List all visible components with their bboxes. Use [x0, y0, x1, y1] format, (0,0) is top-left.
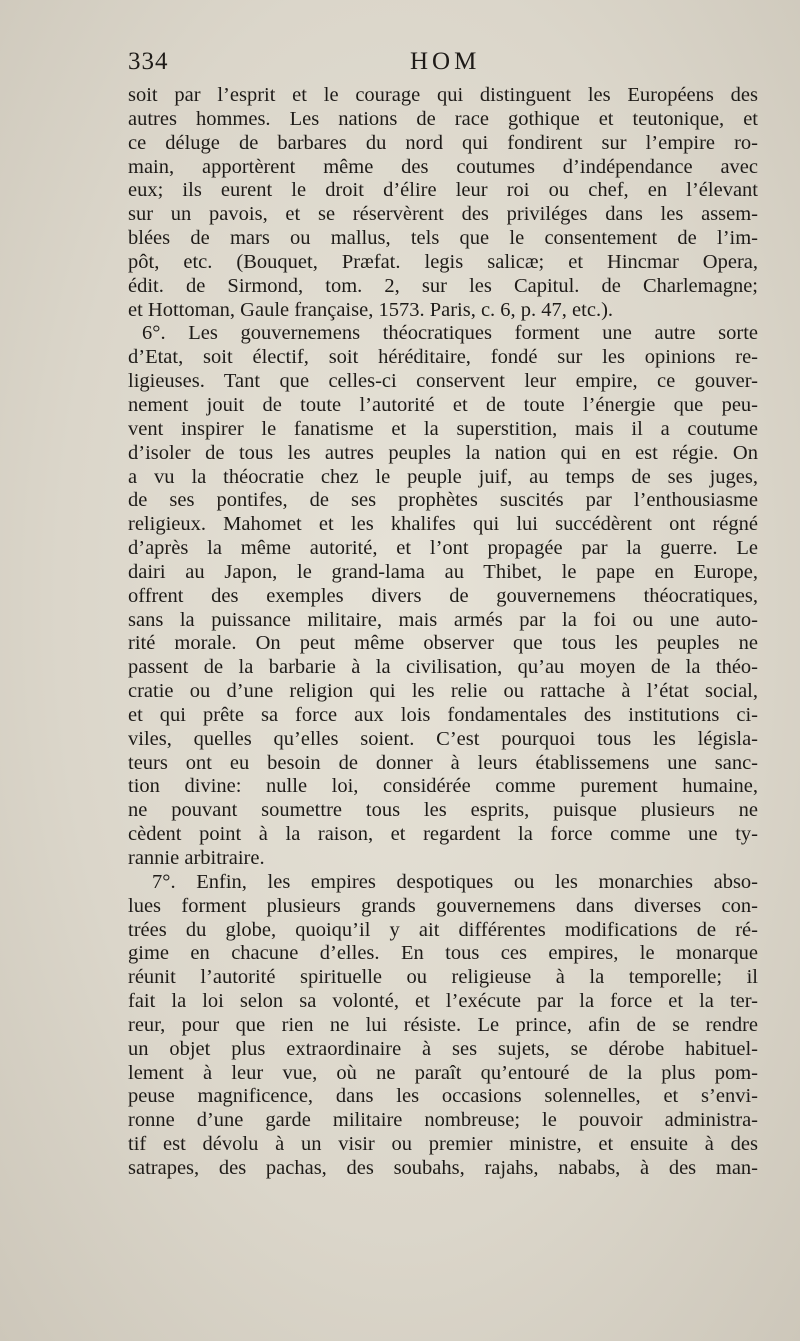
text-line: ronne d’une garde militaire nombreuse; le pouvoir administra-: [128, 1109, 758, 1132]
text-line: lement à leur vue, où ne paraît qu’entouré de la plus pom-: [128, 1061, 758, 1084]
text-line: sur un pavois, et se réservèrent des priviléges dans les assem-: [128, 203, 758, 226]
text-line: ligieuses. Tant que celles-ci conservent leur empire, ce gouver-: [128, 370, 758, 393]
text-line: nement jouit de toute l’autorité et de toute l’énergie que peu-: [128, 393, 758, 416]
text-line: dairi au Japon, le grand-lama au Thibet, le pape en Europe,: [128, 560, 758, 583]
text-line: et Hottoman, Gaule française, 1573. Paris, c. 6, p. 47, etc.).: [128, 298, 614, 321]
text-line: cratie ou d’une religion qui les relie ou rattache à l’état social,: [128, 680, 758, 703]
text-line: satrapes, des pachas, des soubahs, rajahs, nababs, à des man-: [128, 1156, 758, 1179]
text-line: 6°. Les gouvernemens théocratiques forment une autre sorte: [142, 322, 758, 345]
text-line: et qui prête sa force aux lois fondamentales des institutions ci-: [128, 703, 758, 726]
running-head: HOM: [410, 48, 481, 75]
text-line: de ses pontifes, de ses prophètes suscités par l’enthousiasme: [128, 489, 758, 512]
text-line: édit. de Sirmond, tom. 2, sur les Capitul. de Charlemagne;: [128, 274, 758, 297]
text-line: rité morale. On peut même observer que tous les peuples ne: [128, 632, 758, 655]
text-line: cèdent point à la raison, et regardent la force comme une ty-: [128, 823, 758, 846]
text-line: d’Etat, soit électif, soit héréditaire, fondé sur les opinions re-: [128, 346, 758, 369]
text-line: vent inspirer le fanatisme et la superstition, mais il a coutume: [128, 417, 758, 440]
text-line: réunit l’autorité spirituelle ou religieuse à la temporelle; il: [128, 966, 758, 989]
text-line: blées de mars ou mallus, tels que le consentement de l’im-: [128, 227, 758, 250]
text-line: viles, quelles qu’elles soient. C’est pourquoi tous les législa-: [128, 727, 758, 750]
page-number: 334: [128, 48, 169, 75]
text-line: religieux. Mahomet et les khalifes qui lui succédèrent ont régné: [128, 513, 758, 536]
text-line: reur, pour que rien ne lui résiste. Le prince, afin de se rendre: [128, 1013, 758, 1036]
text-line: offrent des exemples divers de gouvernemens théocratiques,: [128, 584, 758, 607]
text-line: tif est dévolu à un visir ou premier ministre, et ensuite à des: [128, 1133, 758, 1156]
text-line: fait la loi selon sa volonté, et l’exécute par la force et la ter-: [128, 990, 758, 1013]
text-line: main, apportèrent même des coutumes d’indépendance avec: [128, 155, 758, 178]
text-line: tion divine: nulle loi, considérée comme purement humaine,: [128, 775, 758, 798]
text-line: autres hommes. Les nations de race gothique et teutonique, et: [128, 107, 758, 130]
text-line: passent de la barbarie à la civilisation, qu’au moyen de la théo-: [128, 656, 758, 679]
text-line: a vu la théocratie chez le peuple juif, au temps de ses juges,: [128, 465, 758, 488]
text-line: pôt, etc. (Bouquet, Præfat. legis salicæ; et Hincmar Opera,: [128, 250, 758, 273]
text-line: teurs ont eu besoin de donner à leurs établissemens une sanc-: [128, 751, 758, 774]
text-line: ce déluge de barbares du nord qui fondirent sur l’empire ro-: [128, 131, 758, 154]
text-line: gime en chacune d’elles. En tous ces empires, le monarque: [128, 942, 758, 965]
text-line: 7°. Enfin, les empires despotiques ou les monarchies abso-: [152, 870, 758, 893]
text-line: trées du globe, quoiqu’il y ait différentes modifications de ré-: [128, 918, 758, 941]
text-line: peuse magnificence, dans les occasions solennelles, et s’envi-: [128, 1085, 758, 1108]
text-line: lues forment plusieurs grands gouvernemens dans diverses con-: [128, 894, 758, 917]
text-line: un objet plus extraordinaire à ses sujets, se dérobe habituel-: [128, 1037, 758, 1060]
text-line: d’isoler de tous les autres peuples la nation qui en est régie. On: [128, 441, 758, 464]
body-text: [128, 84, 758, 1181]
text-line: eux; ils eurent le droit d’élire leur roi ou chef, en l’élevant: [128, 179, 758, 202]
text-line: rannie arbitraire.: [128, 847, 265, 869]
text-line: soit par l’esprit et le courage qui distinguent les Européens des: [128, 84, 758, 106]
text-line: sans la puissance militaire, mais armés par la foi ou une auto-: [128, 608, 758, 631]
page-header: [128, 48, 758, 82]
text-line: d’après la même autorité, et l’ont propagée par la guerre. Le: [128, 537, 758, 560]
text-line: ne pouvant soumettre tous les esprits, puisque plusieurs ne: [128, 799, 758, 822]
